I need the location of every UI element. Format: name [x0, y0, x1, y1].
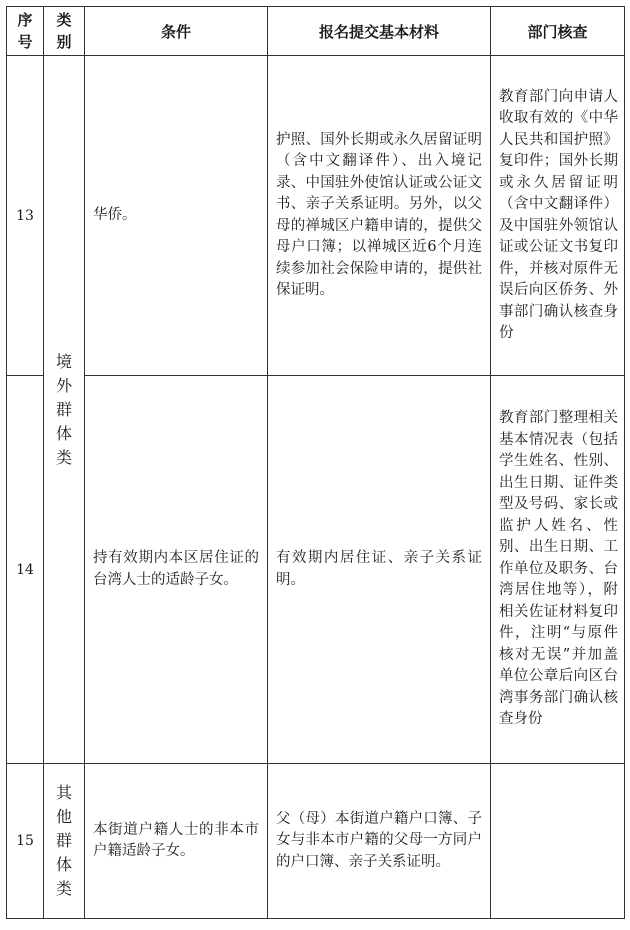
condition-text: 持有效期内本区居住证的台湾人士的适龄子女。 — [93, 550, 259, 588]
materials-text: 有效期内居住证、亲子关系证明。 — [276, 550, 482, 588]
table-row — [7, 56, 625, 376]
header-category-char: 类 — [56, 11, 72, 29]
header-seq-char: 号 — [17, 33, 33, 51]
row-materials — [268, 764, 491, 919]
row-condition — [85, 56, 268, 376]
header-category-char: 别 — [56, 33, 72, 51]
category-char: 其 — [55, 783, 72, 802]
category-char: 类 — [55, 879, 72, 898]
header-seq-char: 序 — [17, 11, 33, 29]
row-department — [491, 764, 625, 919]
table-row — [7, 764, 625, 919]
category-char: 体 — [55, 423, 72, 443]
header-seq — [7, 7, 44, 56]
enrollment-materials-table — [6, 6, 625, 919]
category-char: 境 — [55, 351, 72, 371]
category-label — [56, 350, 72, 470]
row-condition — [85, 764, 268, 919]
category-char: 群 — [55, 831, 72, 850]
row-seq: 14 — [7, 376, 44, 764]
department-text: 教育部门整理相关基本情况表（包括学生姓名、性别、出生日期、证件类型及号码、家长或监护人姓名、性别、出生日期、工作单位及职务、台湾居住地等），附相关佐证材料复印件，注明“与原件核对无误”并加盖单位公章后向区台湾事务部门确认核查身份 — [499, 410, 618, 728]
materials-text: 父（母）本街道户籍户口簿、子女与非本市户籍的父母一方同户的户口簿、亲子关系证明。 — [276, 810, 482, 870]
row-seq: 15 — [7, 764, 44, 919]
row-condition — [85, 376, 268, 764]
condition-text: 本街道户籍人士的非本市户籍适龄子女。 — [93, 821, 259, 859]
materials-text: 护照、国外长期或永久居留证明（含中文翻译件）、出入境记录、中国驻外使馆认证或公证文书、亲子关系证明。另外，以父母的禅城区户籍申请的，提供父母户口簿；以禅城区近6个月连续参加社会保险申请的，提供社保证明。 — [276, 131, 482, 298]
category-char: 他 — [55, 807, 72, 826]
header-category — [44, 7, 85, 56]
category-other — [44, 764, 85, 919]
row-department — [491, 56, 625, 376]
table-header-row — [7, 7, 625, 56]
row-seq: 13 — [7, 56, 44, 376]
table-row — [7, 376, 625, 764]
row-materials — [268, 376, 491, 764]
row-materials — [268, 56, 491, 376]
category-char: 体 — [55, 855, 72, 874]
category-char: 群 — [55, 399, 72, 419]
header-department: 部门核查 — [491, 7, 625, 56]
department-text: 教育部门向申请人收取有效的《中华人民共和国护照》复印件；国外长期或永久居留证明（含中文翻译件）及中国驻外领馆认证或公证文书复印件，并核对原件无误后向区侨务、外事部门确认核查身份 — [499, 88, 618, 341]
header-condition: 条件 — [85, 7, 268, 56]
header-materials: 报名提交基本材料 — [268, 7, 491, 56]
category-overseas — [44, 56, 85, 764]
category-label — [56, 781, 72, 901]
category-char: 外 — [55, 375, 72, 395]
category-char: 类 — [55, 447, 72, 467]
row-department — [491, 376, 625, 764]
condition-text: 华侨。 — [93, 206, 137, 223]
